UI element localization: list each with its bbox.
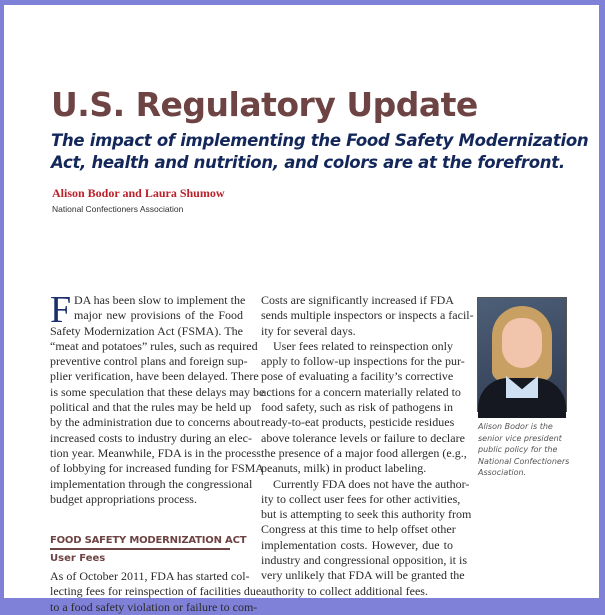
text-line: Congress at this time to help offset other [261,522,456,537]
text-line: implementation through the congressional [50,476,253,491]
text-line: Costs are significantly increased if FDA [261,293,454,307]
subheading: User Fees [50,553,106,564]
drop-cap: F [50,289,72,331]
text-line: industry and congressional opposition, it is [261,553,467,568]
section-text [50,569,262,615]
text-line: but is attempting to seek this authority from [261,507,472,522]
text-line: implementation costs. However, due to [261,537,453,552]
text-line: of lobbying for increased funding for FSMA [50,461,264,476]
text-line: Currently FDA does not have the author- [273,476,470,491]
author-photo [477,297,567,412]
text-line: actions for a concern materially related to [261,384,461,399]
text-line: As of October 2011, FDA has started col- [50,569,250,583]
text-line: ity to collect user fees for other activities, [261,491,461,506]
text-line: is some speculation that these delays may be [50,384,265,399]
text-line: budget appropriations process. [50,491,197,506]
document-page [4,5,599,614]
text-line: ready-to-eat products, pesticide residues [261,415,455,430]
authors: Alison Bodor and Laura Shumow [52,186,225,200]
text-line: to a food safety violation or failure to com- [50,599,258,614]
text-line: by the administration due to concerns about [50,415,260,430]
text-line: above tolerance levels or failure to declare [261,430,465,445]
text-line: political and that the rules may be held up [50,400,252,415]
text-line: pose of evaluating a facility’s corrective [261,369,454,384]
text-line: lecting fees for reinspection of facilities due [50,584,262,599]
column-2 [261,293,474,599]
text-line: Safety Modernization Act (FSMA). The [50,323,243,338]
text-line: the presence of a major food allergen (e.g., [261,445,467,460]
photo-caption: Alison Bodor is the senior vice president public policy for the National Confectioners Association. [478,422,570,477]
text-line: plier verification, have been delayed. There [50,369,259,384]
section-heading: FOOD SAFETY MODERNIZATION ACT [50,535,230,550]
page-title: U.S. Regulatory Update [51,85,478,124]
text-line: food safety, such as risk of pathogens in [261,400,453,415]
text-line: authority to collect additional fees. [261,583,428,598]
text-line: increased costs to industry during an elec- [50,430,252,445]
text-line: User fees related to reinspection only [273,338,453,353]
text-line: apply to follow-up inspections for the pur- [261,354,465,369]
text-line: sends multiple inspectors or inspects a facil- [261,308,474,323]
text-line: “meat and potatoes” rules, such as required [50,338,258,353]
page-subtitle: The impact of implementing the Food Safety Modernization Act, health and nutrition, and colors are at the forefront. [51,131,589,172]
text-line: ity for several days. [261,323,356,338]
text-line: peanuts, milk) in product labeling. [261,461,427,476]
text-line: tion year. Meanwhile, FDA is in the process [50,445,261,460]
column-1 [50,289,265,507]
text-line: very unlikely that FDA will be granted the [261,568,465,583]
text-line: DA has been slow to implement the [74,293,246,307]
text-line: preventive control plans and foreign sup- [50,354,248,369]
text-line: major new provisions of the Food [74,308,243,323]
affiliation: National Confectioners Association [52,204,184,214]
column-1-text [50,289,265,507]
